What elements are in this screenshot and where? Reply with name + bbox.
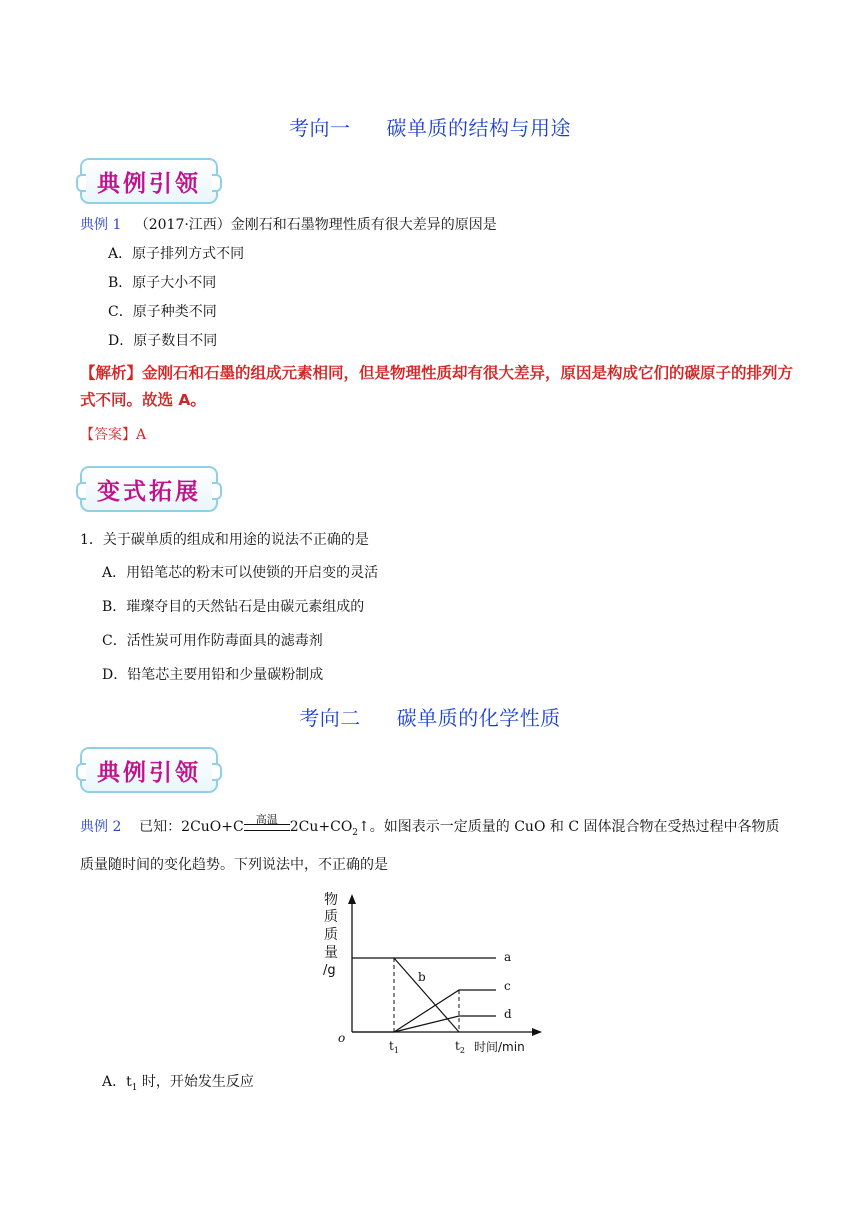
example-2-line-2: 质量随时间的变化趋势。下列说法中，不正确的是 — [80, 857, 388, 873]
y-label-unit: /g — [323, 963, 336, 978]
example-1-option-b: B．原子大小不同 — [108, 275, 217, 291]
analysis-text-2: 式不同。故选 A。 — [80, 391, 206, 409]
curve-c — [352, 990, 496, 1032]
y-label-char-1: 物 — [324, 892, 338, 908]
example-2-statement — [80, 813, 780, 843]
curve-label-a: a — [504, 950, 512, 964]
section-title-2-text: 碳单质的化学性质 — [396, 706, 561, 730]
example-1-analysis — [80, 360, 800, 414]
exercise-1-option-c: C．活性炭可用作防毒面具的滤毒剂 — [102, 633, 323, 649]
y-axis-arrow — [348, 894, 356, 904]
curve-b — [394, 958, 459, 1032]
exercise-1-option-b: B．璀璨夺目的天然钻石是由碳元素组成的 — [102, 599, 365, 615]
co2-subscript: 2 — [352, 827, 359, 838]
example-2-option-a — [102, 1072, 254, 1098]
answer-value: A — [136, 427, 147, 443]
exercise-1-option-a: A．用铅笔芯的粉末可以使锁的开启变的灵活 — [102, 565, 379, 581]
option-a-prefix: A．t — [102, 1074, 132, 1090]
section-title-1-text: 碳单质的结构与用途 — [386, 116, 571, 140]
example-1-label: 典例 1 — [80, 217, 122, 233]
x-tick-t1 — [389, 1039, 399, 1055]
example-2-product: 2Cu+CO — [289, 819, 353, 835]
exercise-1-option-d: D．铅笔芯主要用铅和少量碳粉制成 — [102, 667, 324, 683]
x-tick-t2 — [455, 1039, 465, 1055]
y-label-char-3: 质 — [324, 927, 338, 943]
example-1-option-d: D．原子数目不同 — [108, 333, 218, 349]
y-label-char-4: 量 — [324, 945, 338, 961]
example-1-text: （2017·江西）金刚石和石墨物理性质有很大差异的原因是 — [134, 217, 497, 233]
section-title-1 — [0, 112, 860, 141]
x-axis-label: 时间/min — [474, 1040, 525, 1054]
badge-example-lead-1: 典例引领 — [80, 158, 218, 204]
analysis-label: 【解析】 — [80, 364, 143, 382]
badge-variation-extension: 变式拓展 — [80, 466, 218, 512]
example-1-answer — [80, 425, 146, 445]
mass-time-graph — [316, 888, 546, 1060]
example-1-option-c: C．原子种类不同 — [108, 304, 217, 320]
x-axis-arrow — [532, 1028, 542, 1036]
example-1-option-a: A．原子排列方式不同 — [108, 246, 245, 262]
x-tick-t2-sub: 2 — [459, 1046, 465, 1055]
section-title-2-prefix: 考向二 — [299, 706, 361, 730]
analysis-line-1 — [80, 360, 800, 387]
example-2-desc: ↑。如图表示一定质量的 CuO 和 C 固体混合物在受热过程中各物质 — [358, 819, 780, 835]
example-2-label: 典例 2 — [80, 819, 122, 835]
badge-example-lead-2: 典例引领 — [80, 747, 218, 793]
curve-label-b: b — [418, 970, 426, 984]
option-a-text: 时，开始发生反应 — [137, 1074, 254, 1090]
exercise-1-question: 1．关于碳单质的组成和用途的说法不正确的是 — [80, 532, 369, 548]
origin-label: o — [338, 1031, 346, 1045]
y-axis-label — [323, 891, 338, 978]
reaction-condition: 高温 — [255, 813, 278, 826]
example-2-given: 已知：2CuO+C — [139, 819, 244, 835]
y-label-char-2: 质 — [324, 909, 338, 925]
x-tick-t1-sub: 1 — [393, 1046, 399, 1055]
answer-label: 【答案】 — [80, 427, 136, 443]
section-title-1-prefix: 考向一 — [289, 116, 351, 140]
curve-label-d: d — [504, 1007, 512, 1021]
x-tick-t2-main: t — [455, 1039, 460, 1053]
curve-d — [394, 1016, 496, 1032]
reaction-condition-arrow — [244, 813, 290, 831]
example-1-question — [80, 215, 497, 235]
option-a-sub: 1 — [131, 1082, 138, 1093]
analysis-text-1: 金刚石和石墨的组成元素相同，但是物理性质却有很大差异，原因是构成它们的碳原子的排列方 — [142, 364, 794, 382]
section-title-2 — [0, 702, 860, 731]
x-tick-t1-main: t — [389, 1039, 394, 1053]
curve-label-c: c — [504, 979, 511, 993]
